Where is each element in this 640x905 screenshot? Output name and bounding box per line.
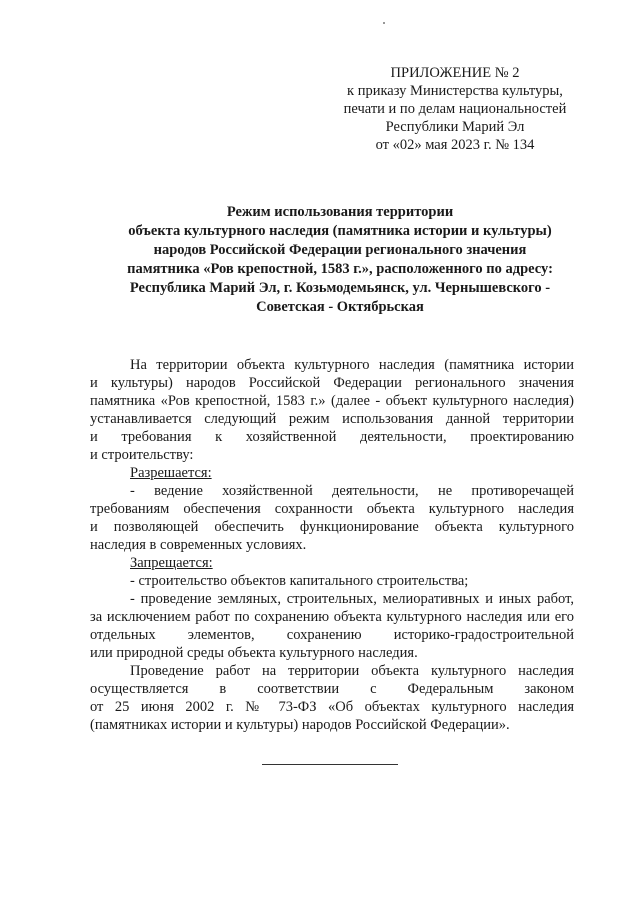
intro-line: устанавливается следующий режим использования данной территории — [90, 411, 574, 427]
scan-speck — [383, 22, 385, 24]
forbidden-heading: Запрещается: — [130, 555, 213, 571]
document-body — [90, 356, 574, 734]
intro-line: и строительству: — [90, 447, 194, 463]
intro-line: и культуры) народов Российской Федерации регионального значения — [90, 375, 574, 391]
intro-line: памятника «Ров крепостной, 1583 г.» (далее - объект культурного наследия) — [90, 393, 574, 409]
title-line: памятника «Ров крепостной, 1583 г.», расположенного по адресу: — [127, 261, 553, 277]
allowed-line: наследия в современных условиях. — [90, 537, 307, 553]
title-line: народов Российской Федерации регионального значения — [153, 242, 527, 258]
title-line: Республика Марий Эл, г. Козьмодемьянск, ул. Чернышевского - — [129, 280, 551, 296]
closing-line: (памятниках истории и культуры) народов Российской Федерации». — [90, 717, 510, 733]
forbidden-line: или природной среды объекта культурного наследия. — [90, 645, 418, 661]
intro-line: и требования к хозяйственной деятельности, проектированию — [90, 429, 574, 445]
closing-divider — [262, 764, 398, 765]
appendix-number: ПРИЛОЖЕНИЕ № 2 — [390, 65, 520, 81]
forbidden-line: - проведение земляных, строительных, мелиоративных и иных работ, — [130, 591, 574, 607]
closing-line: Проведение работ на территории объекта культурного наследия — [130, 663, 574, 679]
title-line: объекта культурного наследия (памятника истории и культуры) — [128, 223, 552, 239]
allowed-heading: Разрешается: — [130, 465, 212, 481]
forbidden-line: за исключением работ по сохранению объекта культурного наследия или его — [90, 609, 574, 625]
order-line: к приказу Министерства культуры, — [347, 83, 563, 99]
intro-line: На территории объекта культурного наследия (памятника истории — [130, 357, 574, 373]
forbidden-line: отдельных элементов, сохранению историко-градостроительной — [90, 627, 574, 643]
forbidden-line: - строительство объектов капитального строительства; — [130, 573, 469, 589]
allowed-line: и позволяющей обеспечить функционирование объекта культурного — [90, 519, 574, 535]
closing-line: осуществляется в соответствии с Федеральным законом — [90, 681, 574, 697]
approval-block — [330, 64, 580, 154]
ministry-line: печати и по делам национальностей — [343, 101, 567, 117]
allowed-line: требованиям обеспечения сохранности объекта культурного наследия — [90, 501, 574, 517]
title-line: Советская - Октябрьская — [256, 299, 424, 315]
title-line: Режим использования территории — [226, 204, 454, 220]
republic-line: Республики Марий Эл — [385, 119, 525, 135]
document-title — [90, 203, 590, 317]
order-date: от «02» мая 2023 г. № 134 — [375, 137, 535, 153]
closing-line: от 25 июня 2002 г. № 73-ФЗ «Об объектах культурного наследия — [90, 699, 574, 715]
allowed-line: - ведение хозяйственной деятельности, не противоречащей — [130, 483, 574, 499]
